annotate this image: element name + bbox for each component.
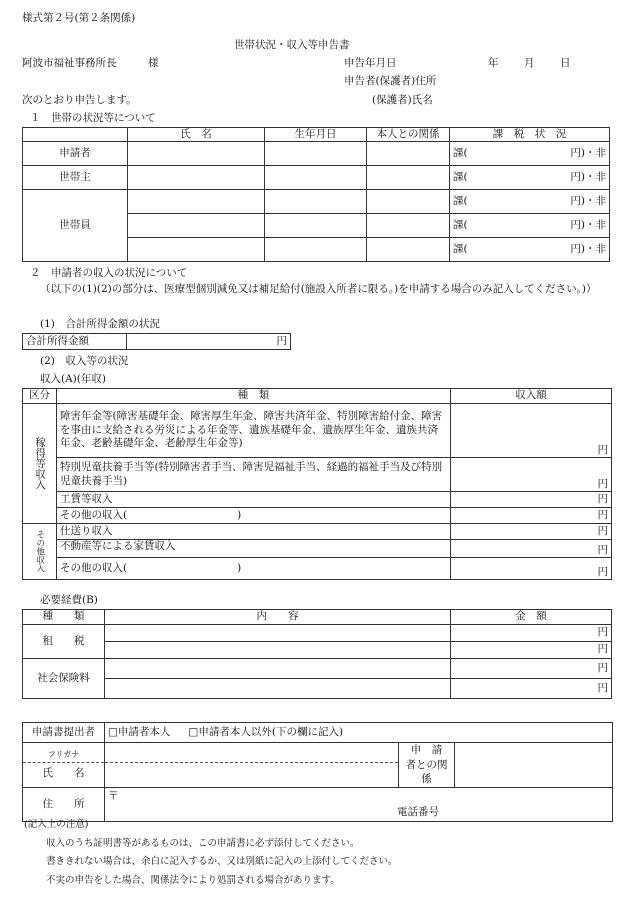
row-household-member: 世帯員 <box>23 190 128 262</box>
submitter-address-cell[interactable] <box>105 788 613 822</box>
relation-cell[interactable] <box>455 743 613 788</box>
social-amount-cell-2[interactable]: 円 <box>451 679 612 699</box>
category-other: その他収入 <box>34 530 45 573</box>
year-label: 年 <box>488 57 499 69</box>
total-income-table <box>22 333 291 350</box>
social-content-cell-2[interactable] <box>105 679 451 699</box>
intro-text: 次のとおり申告します。 <box>22 94 137 106</box>
submitter-name-label: 氏 名 <box>23 762 104 783</box>
head-tax-cell[interactable]: 課( 円)・非 <box>450 166 610 190</box>
phone-label: 電話番号 <box>397 805 439 818</box>
col-kind: 種 類 <box>23 610 105 625</box>
expense-label: 必要経費(B) <box>40 594 98 606</box>
row-household-head: 世帯主 <box>23 166 128 190</box>
income-label: 収入(A)(年収) <box>40 373 106 385</box>
submitter-name-cell[interactable] <box>105 743 399 788</box>
rent-amount-cell[interactable]: 円 <box>451 540 612 558</box>
addressee: 阿波市福祉事務所長 <box>22 57 117 69</box>
head-dob-cell[interactable] <box>265 166 367 190</box>
col-content: 内 容 <box>105 610 451 625</box>
row-other-earned: その他の収入( ) <box>57 508 451 524</box>
furigana-label: フリガナ <box>47 749 80 759</box>
submitter-table <box>22 722 613 822</box>
note-2: 書ききれない場合は、余白に記入するか、又は別紙に記入の上添付してください。 <box>46 856 398 867</box>
member2-name-cell[interactable] <box>128 214 265 238</box>
member3-dob-cell[interactable] <box>265 238 367 262</box>
member2-dob-cell[interactable] <box>265 214 367 238</box>
row-allowance: 特別児童扶養手当等(特別障害者手当、障害児福祉手当、経過的福祉手当及び特別児童扶養手当) <box>57 458 451 492</box>
col-name: 氏 名 <box>128 128 265 142</box>
relation-label: 申 請 者との関係 <box>399 743 455 788</box>
head-name-cell[interactable] <box>128 166 265 190</box>
name-label: (保護者)氏名 <box>372 94 433 106</box>
row-rent: 不動産等による家賃収入 <box>57 540 451 558</box>
addressee-honorific: 様 <box>148 57 159 69</box>
col-money: 金 額 <box>451 610 612 625</box>
form-title: 世帯状況・収入等申告書 <box>234 39 350 51</box>
tax-amount-cell-2[interactable]: 円 <box>451 642 612 659</box>
col-type: 種 類 <box>57 389 451 404</box>
member2-relation-cell[interactable] <box>367 214 450 238</box>
social-content-cell-1[interactable] <box>105 659 451 679</box>
other-income-amount-cell[interactable]: 円 <box>451 558 612 580</box>
postal-mark: 〒 <box>108 790 119 803</box>
col-amount: 収入額 <box>451 389 612 404</box>
applicant-name-cell[interactable] <box>128 142 265 166</box>
applicant-tax-cell[interactable]: 課( 円)・非 <box>450 142 610 166</box>
col-category: 区分 <box>23 389 57 404</box>
note-1: 収入のうち証明書等があるものは、この申請書に必ず添付してください。 <box>46 838 360 849</box>
tax-amount-cell-1[interactable]: 円 <box>451 625 612 642</box>
total-income-cell[interactable]: 円 <box>127 334 291 350</box>
income-table <box>22 388 612 580</box>
submitter-label: 申請書提出者 <box>23 723 105 743</box>
member1-relation-cell[interactable] <box>367 190 450 214</box>
member3-name-cell[interactable] <box>128 238 265 262</box>
col-dob: 生年月日 <box>265 128 367 142</box>
member1-dob-cell[interactable] <box>265 190 367 214</box>
subsection2-heading: (2) 収入等の状況 <box>40 355 129 367</box>
tax-content-cell-1[interactable] <box>105 625 451 642</box>
tax-content-cell-2[interactable] <box>105 642 451 659</box>
section2-note: （以下の(1)(2)の部分は、医療型個別減免又は補足給付(施設入所者に限る。)を申請する場合のみ記入してください。)） <box>40 283 597 295</box>
row-remittance: 仕送り収入 <box>57 524 451 540</box>
allowance-amount-cell[interactable]: 円 <box>451 458 612 492</box>
member1-tax-cell[interactable]: 課( 円)・非 <box>450 190 610 214</box>
expense-table <box>22 609 612 699</box>
applicant-relation-cell[interactable] <box>367 142 450 166</box>
row-tax: 租 税 <box>23 625 105 659</box>
notes-heading: (記入上の注意) <box>24 819 89 830</box>
row-wage: 工賃等収入 <box>57 492 451 508</box>
section2-heading: ２ 申請者の収入の状況について <box>30 267 188 279</box>
row-other-income: その他の収入( ) <box>57 558 451 580</box>
household-table <box>22 127 610 262</box>
submitter-address-label: 住 所 <box>23 788 105 822</box>
note-3: 不実の申告をした場合、関係法令により処罰される場合があります。 <box>46 875 340 886</box>
member3-relation-cell[interactable] <box>367 238 450 262</box>
form-number: 様式第２号(第２条関係) <box>22 12 136 24</box>
row-applicant: 申請者 <box>23 142 128 166</box>
applicant-dob-cell[interactable] <box>265 142 367 166</box>
col-tax: 課 税 状 況 <box>450 128 610 142</box>
submitter-other-option[interactable]: □申請者本人以外(下の欄に記入) <box>188 725 344 738</box>
total-income-label: 合計所得金額 <box>23 334 127 350</box>
row-social-insurance: 社会保険料 <box>23 659 105 699</box>
date-label: 申告年月日 <box>344 57 397 69</box>
head-relation-cell[interactable] <box>367 166 450 190</box>
member3-tax-cell[interactable]: 課( 円)・非 <box>450 238 610 262</box>
category-earned: 稼得等収入 <box>34 437 47 490</box>
submitter-self-option[interactable]: □申請者本人 <box>108 725 171 738</box>
member2-tax-cell[interactable]: 課( 円)・非 <box>450 214 610 238</box>
pension-amount-cell[interactable]: 円 <box>451 404 612 458</box>
day-label: 日 <box>560 57 571 69</box>
section1-heading: １ 世帯の状況等について <box>30 112 156 124</box>
social-amount-cell-1[interactable]: 円 <box>451 659 612 679</box>
member1-name-cell[interactable] <box>128 190 265 214</box>
subsection1-heading: (1) 合計所得金額の状況 <box>40 318 160 330</box>
col-relation: 本人との関係 <box>367 128 450 142</box>
address-label: 申告者(保護者)住所 <box>344 75 437 87</box>
remittance-amount-cell[interactable]: 円 <box>451 524 612 540</box>
other-earned-amount-cell[interactable]: 円 <box>451 508 612 524</box>
row-pension: 障害年金等(障害基礎年金、障害厚生年金、障害共済年金、特別障害給付金、障害を事由に支給される労災による年金等、遺族基礎年金、遺族厚生年金、遺族共済年金、老齢基礎年金、老齢厚生年金等) <box>57 404 451 458</box>
month-label: 月 <box>524 57 535 69</box>
wage-amount-cell[interactable]: 円 <box>451 492 612 508</box>
